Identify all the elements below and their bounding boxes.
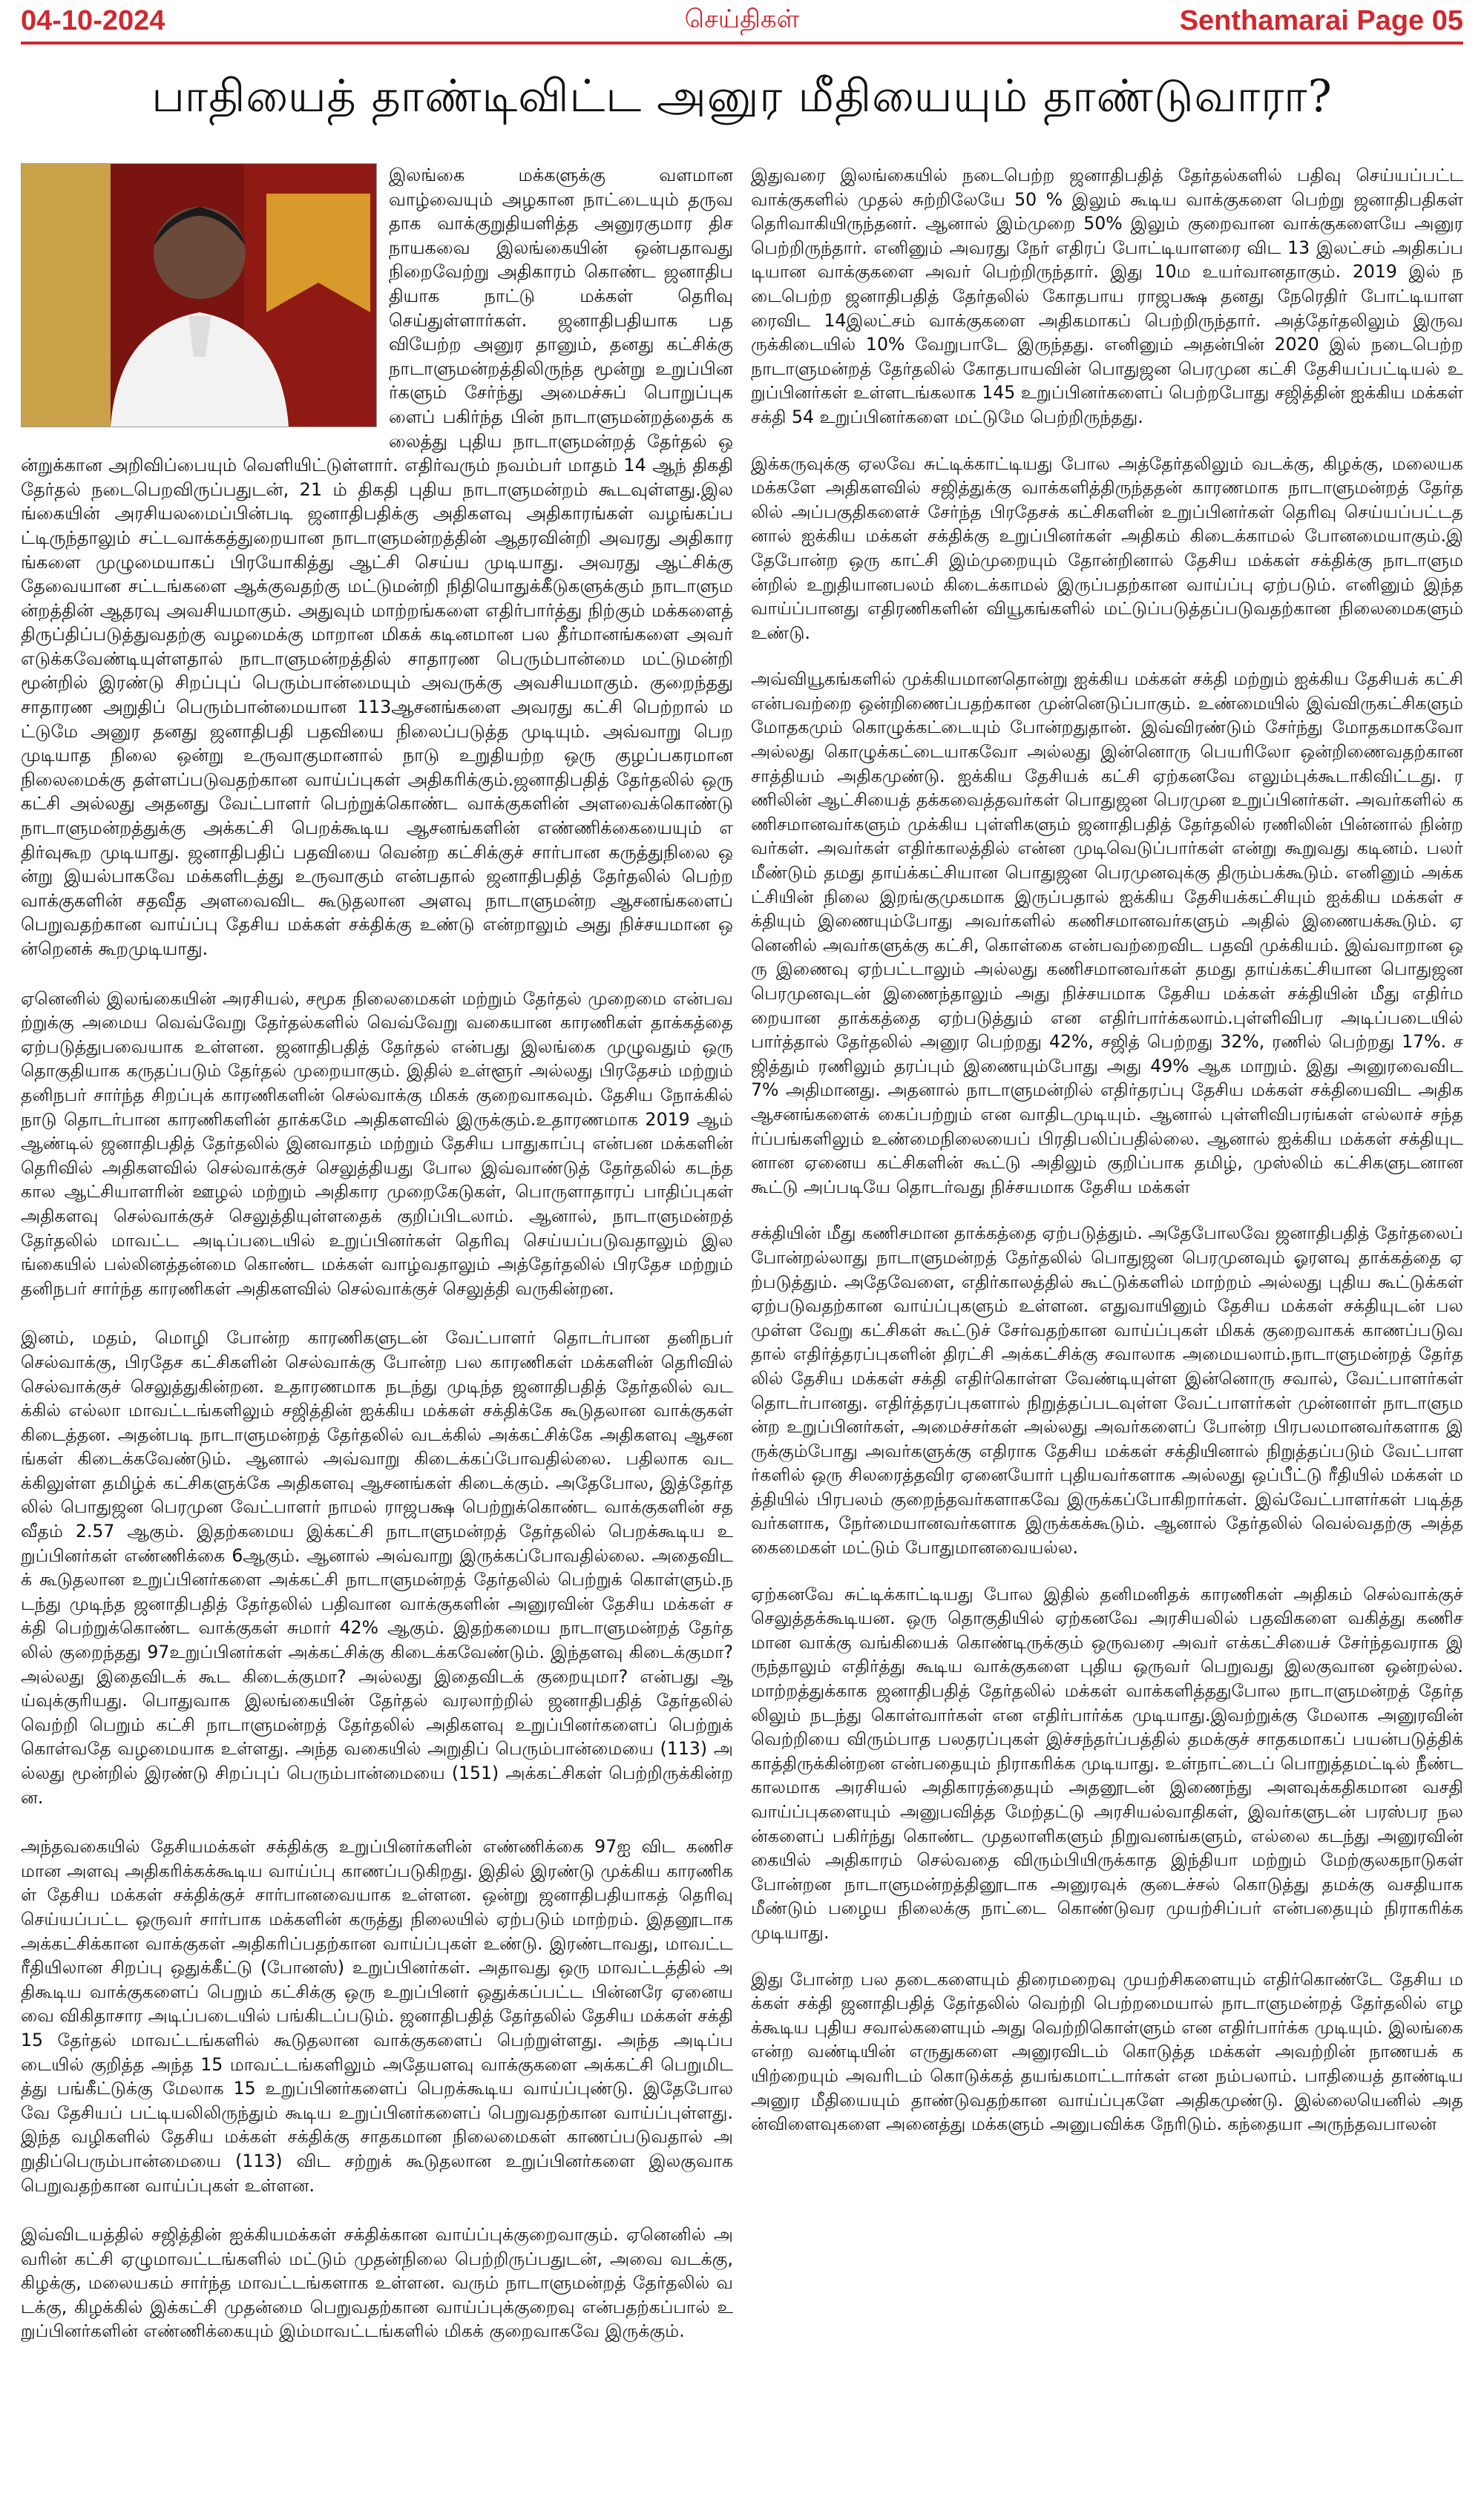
article-paragraph: சக்தியின் மீது கணிசமான தாக்கத்தை ஏற்படுத்தும். அதேபோலவே ஜனாதிபதித் தேர்தலைப் போன்றல்லாது நாடாளுமன்றத் தேர்தலில் பொதுஜன பெரமுனவும் ஓரளவு தாக்கத்தை ஏற்படுத்தும். அதேவேளை, எதிர்காலத்தில் கூட்டுக்களில் மாற்றம் அல்லது புதிய கூட்டுக்கள் ஏற்படுவதற்கான வாய்ப்புகளும் உள்ளன. எதுவாயினும் தேசிய மக்கள் சக்தியுடன் பலமுள்ள வேறு கட்சிகள் கூட்டுச் சேர்வதற்கான வாய்ப்புகள் மிகக் குறைவாகக் காணப்படுவதால் எதிர்த்தரப்புகளின் திரட்சி அக்கட்சிக்கு சவாலாக அமையலாம்.நாடாளுமன்றத் தேர்தலில் தேசிய மக்கள் சக்தி எதிர்கொள்ள வேண்டியுள்ள இன்னொரு சவால், வேட்பாளர்கள் தொடர்பானது. எதிர்த்தரப்புகளால் நிறுத்தப்படவுள்ள வேட்பாளர்கள் முன்னாள் நாடாளுமன்ற உறுப்பினர்கள், அமைச்சர்கள் அல்லது அவர்களைப் போன்ற பிரபலமானவர்களாக இருக்கும்போது அவர்களுக்கு எதிராக தேசிய மக்கள் சக்தியினால் நிறுத்தப்படும் வேட்பாளர்களில் ஒரு சிலரைத்தவிர ஏனையோர் புதியவர்களாக அல்லது ஒப்பீட்டு ரீதியில் மக்கள் மத்தியில் பிரபலம் குறைந்தவர்களாகவே இருக்கப்போகிறார்கள். இவ்வேட்பாளர்கள் படித்தவர்களாக, நேர்மையானவர்களாக இருக்கக்கூடும். ஆனால் தேர்தலில் வெல்வதற்கு அத்தகைமைகள் மட்டும் போதுமானவையல்ல. [751, 1223, 1463, 1559]
article-headline: பாதியைத் தாண்டிவிட்ட அனுர மீதியையும் தாண்டுவாரா? [151, 70, 1333, 122]
issue-date: 04-10-2024 [21, 4, 165, 36]
article-body [21, 163, 1463, 2493]
article-paragraph: ஏற்கனவே சுட்டிக்காட்டியது போல இதில் தனிமனிதக் காரணிகள் அதிகம் செல்வாக்குச் செலுத்தக்கூடியன. ஒரு தொகுதியில் ஏற்கனவே அரசியலில் பதவிகளை வகித்து கணிசமான வாக்கு வங்கியைக் கொண்டிருக்கும் ஒருவரை அவர் எக்கட்சியைச் சேர்ந்தவராக இருந்தாலும் எதிர்த்து கூடிய வாக்குகளை புதிய ஒருவர் பெறுவது இலகுவான ஒன்றல்ல. மாற்றத்துக்காக ஜனாதிபதித் தேர்தலில் மக்கள் வாக்களித்ததுபோல நாடாளுமன்றத் தேர்தலிலும் நடந்து கொள்வார்கள் என எதிர்பார்க்க முடியாது.இவற்றுக்கு மேலாக அனுரவின் வெற்றியை விரும்பாத பலதரப்புகள் இச்சந்தர்ப்பத்தில் தமக்குச் சாதகமாகப் பயன்படுத்திக் காத்திருக்கின்றன என்பதையும் நிராகரிக்க முடியாது. உள்நாட்டைப் பொறுத்தமட்டில் நீண்டகாலமாக அரசியல் அதிகாரத்தையும் அதனூடன் இணைந்து அளவுக்கதிகமான வசதி வாய்ப்புகளையும் அனுபவித்த மேற்தட்டு அரசியல்வாதிகள், இவர்களுடன் பரஸ்பர நலன்களைப் பகிர்ந்து கொண்ட முதலாளிகளும் நிறுவனங்களும், எல்லை கடந்து அனுரவின் கையில் அதிகாரம் செல்வதை விரும்பியிருக்காத இந்தியா மற்றும் மேற்குலகநாடுகள் போன்றன நாடாளுமன்றத்தினூடாக அனுரவுக் குடைச்சல் கொடுத்து தமக்கு வசதியாக மீண்டும் பழைய நிலைக்கு நாட்டை கொண்டுவர முயற்சிப்பர் என்பதையும் நிராகரிக்க முடியாது. [751, 1583, 1463, 1943]
section-title: செய்திகள் [684, 4, 800, 34]
page-header [21, 0, 1463, 45]
paper-name-page: Senthamarai Page 05 [1179, 4, 1463, 36]
article-paragraph: இவ்விடயத்தில் சஜித்தின் ஐக்கியமக்கள் சக்திக்கான வாய்ப்புக்குறைவாகும். ஏனெனில் அவரின் கட்சி ஏழுமாவட்டங்களில் மட்டும் முதன்நிலை பெற்றிருப்பதுடன், அவை வடக்கு, கிழக்கு, மலையகம் சார்ந்த மாவட்டங்களாக உள்ளன. வரும் நாடாளுமன்றத் தேர்தலில் வடக்கு, கிழக்கில் இக்கட்சி முதன்மை பெறுவதற்கான வாய்ப்புக்குறைவு என்பதற்கப்பால் உறுப்பினர்களின் எண்ணிக்கையும் இம்மாவட்டங்களில் மிகக் குறைவாகவே இருக்கும். [21, 2224, 733, 2342]
article-paragraph: இலங்கை மக்களுக்கு வளமான வாழ்வையும் அழகான நாட்டையும் தருவதாக வாக்குறுதியளித்த அனுரகுமார திசநாயகவை இலங்கையின் ஒன்பதாவது நிறைவேற்று அதிகாரம் கொண்ட ஜனாதிபதியாக நாட்டு மக்கள் தெரிவு செய்துள்ளார்கள். ஜனாதிபதியாக பதவியேற்ற அனுர தானும், தனது கட்சிக்கு நாடாளுமன்றத்திலிருந்த மூன்று உறுப்பினர்களும் சேர்ந்து அமைச்சுப் பொறுப்புகளைப் பகிர்ந்த பின் நாடாளுமன்றத்தைக் கலைத்து புதிய நாடாளுமன்றத் தேர்தல் ஒன்றுக்கான அறிவிப்பையும் வெளியிட்டுள்ளார். எதிர்வரும் நவம்பர் மாதம் 14 ஆந் திகதி தேர்தல் நடைபெறவிருப்பதுடன், 21 ம் திகதி புதிய நாடாளுமன்றம் கூடவுள்ளது.இலங்கையின் அரசியலமைப்பின்படி ஜனாதிபதிக்கு அதிகளவு அதிகாரங்கள் வழங்கப்பட்டிருந்தாலும் சட்டவாக்கத்துறையான நாடாளுமன்றத்தின் ஆதரவின்றி அவரது அதிகாரங்களை முழுமையாகப் பிரயோகித்து ஆட்சி செய்ய முடியாது. அவரது ஆட்சிக்கு தேவையான சட்டங்களை ஆக்குவதற்கு மட்டுமன்றி நிதியொதுக்கீடுகளுக்கும் நாடாளுமன்றத்தின் ஆதரவு அவசியமாகும். அதுவும் மாற்றங்களை எதிர்பார்த்து நிற்கும் மக்களைத் திருப்திப்படுத்துவதற்கு வழமைக்கு மாறான மிகக் கடினமான பல தீர்மானங்களை அவர் எடுக்கவேண்டியுள்ளதால் நாடாளுமன்றத்தில் சாதாரண பெரும்பான்மை மட்டுமன்றி மூன்றில் இரண்டு சிறப்புப் பெரும்பான்மையும் அவருக்கு அவசியமாகும். குறைந்தது சாதாரண அறுதிப் பெரும்பான்மையான 113ஆசனங்களை அவரது கட்சி பெற்றால் மட்டுமே அனுர தனது ஜனாதிபதி பதவியை நிலைப்படுத்த முடியும். அவ்வாறு பெறமுடியாத நிலை ஒன்று உருவாகுமானால் நாடு உறுதியற்ற ஒரு குழப்பகரமான நிலைமைக்கு தள்ளப்படுவதற்கான வாய்ப்புகள் அதிகரிக்கும்.ஜனாதிபதித் தேர்தலில் ஒரு கட்சி அல்லது அதனது வேட்பாளர் பெற்றுக்கொண்ட வாக்குகளின் அளவைக்கொண்டு நாடாளுமன்றத்துக்கு அக்கட்சி பெறக்கூடிய ஆசனங்களின் எண்ணிக்கையையும் எதிர்வுகூற முடியாது. ஜனாதிபதிப் பதவியை வென்ற கட்சிக்குச் சார்பான கருத்துநிலை ஒன்று இயல்பாகவே மக்களிடத்து உருவாகும் என்பதால் ஜனாதிபதித் தேர்தலில் பெற்ற வாக்குகளின் சதவீத அளவைவிட கூடுதலான அளவு நாடாளுமன்ற ஆசனங்களைப் பெறுவதற்கான வாய்ப்பு தேசிய மக்கள் சக்திக்கு உண்டு என்றாலும் அது நிச்சயமான ஒன்றெனக் கூறமுடியாது. [21, 165, 733, 959]
article-paragraph: அந்தவகையில் தேசியமக்கள் சக்திக்கு உறுப்பினர்களின் எண்ணிக்கை 97ஐ விட கணிசமான அளவு அதிகரிக்கக்கூடிய வாய்ப்பு காணப்படுகிறது. இதில் இரண்டு முக்கிய காரணிகள் தேசிய மக்கள் சக்திக்குச் சார்பானவையாக உள்ளன. ஒன்று ஜனாதிபதியாகத் தெரிவு செய்யப்பட்ட ஒருவர் சார்பாக மக்களின் கருத்து நிலையில் ஏற்படும் மாற்றம். இதனூடாக அக்கட்சிக்கான வாக்குகள் அதிகரிப்பதற்கான வாய்ப்புகள் உண்டு. இரண்டாவது, மாவட்ட ரீதியிலான சிறப்பு ஒதுக்கீட்டு (போனஸ்) உறுப்பினர்கள். அதாவது ஒரு மாவட்டத்தில் அதிகூடிய வாக்குகளைப் பெறும் கட்சிக்கு ஒரு உறுப்பினர் ஒதுக்கப்பட்ட பின்னரே ஏனையவை விகிதாசார அடிப்படையில் பங்கிடப்படும். ஜனாதிபதித் தேர்தலில் தேசிய மக்கள் சக்தி 15 தேர்தல் மாவட்டங்களில் கூடுதலான வாக்குகளைப் பெற்றுள்ளது. அந்த அடிப்படையில் குறித்த அந்த 15 மாவட்டங்களிலும் அதேயளவு வாக்குகளை அக்கட்சி பெறுமிடத்து பங்கீட்டுக்கு மேலாக 15 உறுப்பினர்களைப் பெறக்கூடிய வாய்ப்புண்டு. இதேபோலவே தேசியப் பட்டியலிலிருந்தும் கூடிய உறுப்பினர்களைப் பெறுவதற்கான வாய்ப்புள்ளது. இந்த வழிகளில் தேசிய மக்கள் சக்திக்கு சாதகமான நிலைமைகள் காணப்படுவதால் அறுதிப்பெரும்பான்மையை (113) விட சற்றுக் கூடுதலான உறுப்பினர்களை இலகுவாக பெறுவதற்கான வாய்ப்புகள் உள்ளன. [21, 1836, 733, 2196]
article-paragraph: ஏனெனில் இலங்கையின் அரசியல், சமூக நிலைமைகள் மற்றும் தேர்தல் முறைமை என்பவற்றுக்கு அமைய வெவ்வேறு தேர்தல்களில் வெவ்வேறு வகையான காரணிகள் தாக்கத்தை ஏற்படுத்துபவையாக உள்ளன. ஜனாதிபதித் தேர்தல் என்பது இலங்கை முழுவதும் ஒரு தொகுதியாக கருதப்படும் தேர்தல் முறையாகும். இதில் உள்ளூர் அல்லது பிரதேசம் மற்றும் தனிநபர் சார்ந்த சிறப்புக் காரணிகளின் செல்வாக்கு மிகக் குறைவாகவும். தேசிய நோக்கில் நாடு தொடர்பான காரணிகளின் தாக்கமே அதிகளவில் இருக்கும்.உதாரணமாக 2019 ஆம் ஆண்டில் ஜனாதிபதித் தேர்தலில் இனவாதம் மற்றும் தேசிய பாதுகாப்பு என்பன மக்களின் தெரிவில் அதிகளவில் செல்வாக்குச் செலுத்தியது போல இவ்வாண்டுத் தேர்தலில் கடந்த கால ஆட்சியாளரின் ஊழல் மற்றும் அதிகார முறைகேடுகள், பொருளாதாரப் பாதிப்புகள் அதிகளவு செல்வாக்குச் செலுத்தியுள்ளதைக் குறிப்பிடலாம். ஆனால், நாடாளுமன்றத் தேர்தலில் மாவட்ட அடிப்படையில் உறுப்பினர்கள் தெரிவு செய்யப்படுவதாலும் இலங்கையில் பல்லினத்தன்மை கொண்ட மக்கள் வாழ்வதாலும் அத்தேர்தலில் பிரதேச மற்றும் தனிநபர் சார்ந்த காரணிகள் அதிகளவில் செல்வாக்குச் செலுத்தி வருகின்றன. [21, 987, 733, 1299]
article-paragraph: இக்கருவுக்கு ஏலவே சுட்டிக்காட்டியது போல அத்தேர்தலிலும் வடக்கு, கிழக்கு, மலையக மக்களே அதிகளவில் சஜித்துக்கு வாக்களித்திருந்ததன் காரணமாக நாடாளுமன்றத் தேர்தலில் அப்பகுதிகளைச் சேர்ந்த பிரதேசக் கட்சிகளின் உறுப்பினர்கள் தெரிவு செய்யப்பட்டதனால் ஐக்கிய மக்கள் சக்திக்கு உறுப்பினர்கள் அதிகம் கிடைக்காமல் போனமையாகும்.இதேபோன்ற ஒரு காட்சி இம்முறையும் தோன்றினால் தேசிய மக்கள் சக்திக்கு நாடாளுமன்றில் உறுதியானபலம் கிடைக்காமல் இருப்பதற்கான வாய்ப்பு ஏற்படும். எனினும் இந்த வாய்ப்பானது எதிரணிகளின் வியூகங்களில் மட்டுப்படுத்தப்படுவதற்கான நிலைமைகளும் உண்டு. [751, 453, 1463, 643]
article-paragraph: இதுவரை இலங்கையில் நடைபெற்ற ஜனாதிபதித் தேர்தல்களில் பதிவு செய்யப்பட்ட வாக்குகளில் முதல் சுற்றிலேயே 50 % இலும் கூடிய வாக்குகளை பெற்று ஜனாதிபதிகள் தெரிவாகியிருந்தனர். ஆனால் இம்முறை 50% இலும் குறைவான வாக்குகளையே அனுர பெற்றிருந்தார். எனினும் அவரது நேர் எதிரப் போட்டியாளரை விட 13 இலட்சம் அதிகப்படியான வாக்குகளை அவர் பெற்றிருந்தார். இது 10ம உயர்வானதாகும். 2019 இல் நடைபெற்ற ஜனாதிபதித் தேர்தலில் கோதபாய ராஜபக்ஷ தனது நேரெதிர் போட்டியாளரைவிட 14இலட்சம் வாக்குகளை அதிகமாகப் பெற்றிருந்தார். அத்தேர்தலிலும் இருவருக்கிடையில் 10% வேறுபாடே இருந்தது. எனினும் அதன்பின் 2020 இல் நடைபெற்ற நாடாளுமன்றத் தேர்தலில் கோதபாயவின் பொதுஜன பெரமுன கட்சி தேசியப்பட்டியல் உறுப்பினர்கள் உள்ளடங்கலாக 145 உறுப்பினர்களைப் பெற்றபோது சஜித்தின் ஐக்கிய மக்கள் சக்தி 54 உறுப்பினர்களை மட்டுமே பெற்றிருந்தது. [751, 165, 1463, 427]
article-paragraph-final: இது போன்ற பல தடைகளையும் திரைமறைவு முயற்சிகளையும் எதிர்கொண்டே தேசிய மக்கள் சக்தி ஜனாதிபதித் தேர்தலில் வெற்றி பெற்றமையால் நாடாளுமன்றத் தேர்தலில் எழக்கூடிய புதிய சவால்களையும் அது வெற்றிகொள்ளும் என எதிர்பார்க்க முடியும். இலங்கை என்ற வண்டியின் எருதுகளை அனுரவிடம் கொடுத்த மக்கள் அவற்றின் நாணயக் கயிற்றையும் அவரிடம் கொடுக்கத் தயங்கமாட்டார்கள் என நம்பலாம். பாதியைத் தாண்டிய அனுர மீதியையும் தாண்டுவதற்கான வாய்ப்புகளே அதிகமுண்டு. இல்லையெனில் அதன்விளைவுகளை அனைத்து மக்களும் அனுபவிக்க நேரிடும். கந்தையா அருந்தவபாலன் [751, 1968, 1463, 2135]
person-photo-icon [21, 163, 377, 427]
article-paragraph: இனம், மதம், மொழி போன்ற காரணிகளுடன் வேட்பாளர் தொடர்பான தனிநபர் செல்வாக்கு, பிரதேச கட்சிகளின் செல்வாக்கு போன்ற பல காரணிகள் மக்களின் தெரிவில் செல்வாக்குச் செலுத்துகின்றன. உதாரணமாக நடந்து முடிந்த ஜனாதிபதித் தேர்தலில் வடக்கில் எல்லா மாவட்டங்களிலும் சஜித்தின் ஐக்கிய மக்கள் சக்திக்கே கூடுதலான வாக்குகள் கிடைத்தன. அதன்படி நாடாளுமன்றத் தேர்தலில் வடக்கில் அக்கட்சிக்கே அதிகளவு ஆசனங்கள் கிடைக்கவேண்டும். ஆனால் அவ்வாறு கிடைக்கப்போவதில்லை. பதிலாக வடக்கிலுள்ள தமிழ்க் கட்சிகளுக்கே அதிகளவு ஆசனங்கள் கிடைக்கும். அதேபோல, இத்தேர்தலில் பொதுஜன பெரமுன வேட்பாளர் நாமல் ராஜபக்ஷ பெற்றுக்கொண்ட வாக்குகளின் சதவீதம் 2.57 ஆகும். இதற்கமைய இக்கட்சி நாடாளுமன்றத் தேர்தலில் பெறக்கூடிய உறுப்பினர்கள் எண்ணிக்கை 6ஆகும். ஆனால் அவ்வாறு இருக்கப்போவதில்லை. அதைவிடக் கூடுதலான உறுப்பினர்களை அக்கட்சி நாடாளுமன்றத் தேர்தலில் பெற்றுக் கொள்ளும்.நடந்து முடிந்த ஜனாதிபதித் தேர்தலில் பதிவான வாக்குகளின் அனுரவின் தேசிய மக்கள் சக்தி பெற்றுக்கொண்ட வாக்குகள் சுமார் 42% ஆகும். இதற்கமைய நாடாளுமன்றத் தேர்தலில் குறைந்தது 97உறுப்பினர்கள் அக்கட்சிக்கு கிடைக்கவேண்டும். இந்தளவு கிடைக்குமா? அல்லது இதைவிடக் கூட கிடைக்குமா? அல்லது இதைவிடக் குறையுமா? என்பது ஆய்வுக்குரியது. பொதுவாக இலங்கையின் தேர்தல் வரலாற்றில் ஜனாதிபதித் தேர்தலில் வெற்றி பெறும் கட்சி நாடாளுமன்றத் தேர்தலில் அதிகளவு உறுப்பினர்களைப் பெற்றுக் கொள்வதே வழமையாக உள்ளது. அந்த வகையில் அறுதிப் பெரும்பான்மையை (113) அல்லது மூன்றில் இரண்டு சிறப்புப் பெரும்பான்மையை (151) அக்கட்சிகள் பெற்றிருக்கின்றன. [21, 1327, 733, 1808]
article-paragraph: அவ்வியூகங்களில் முக்கியமானதொன்று ஐக்கிய மக்கள் சக்தி மற்றும் ஐக்கிய தேசியக் கட்சி என்பவற்றை ஒன்றிணைப்பதற்கான முன்னெடுப்பாகும். உண்மையில் இவ்விருகட்சிகளும் மோதகமும் கொழுக்கட்டையும் போன்றதுதான். இவ்விரண்டும் சேர்ந்து மோதகமாகவோ அல்லது கொழுக்கட்டையாகவோ அல்லது இன்னொரு பெயரிலோ ஒன்றிணைவதற்கான சாத்தியம் அதிகமுண்டு. ஐக்கிய தேசியக் கட்சி ஏற்கனவே எலும்புக்கூடாகிவிட்டது. ரணிலின் ஆட்சியைத் தக்கவைத்தவர்கள் பொதுஜன பெரமுன உறுப்பினர்கள். அவர்களில் கணிசமானவர்களும் முக்கிய புள்ளிகளும் ஜனாதிபதித் தேர்தலில் ரணிலின் பின்னால் நின்றவர்கள். அவர்கள் எதிர்காலத்தில் என்ன முடிவெடுப்பார்கள் என்று கூறுவது கடினம். பலர் மீண்டும் தமது தாய்க்கட்சியான பொதுஜன பெரமுனவுக்கு திரும்பக்கூடும். எனினும் அக்கட்சியின் நிலை இறங்குமுகமாக இருப்பதால் ஐக்கிய தேசியக்கட்சியும் ஐக்கிய மக்கள் சக்தியும் இணையும்போது அவர்களில் கணிசமானவர்களும் அதில் இணையக்கூடும். ஏனெனில் அவர்களுக்கு கட்சி, கொள்கை என்பவற்றைவிட பதவி முக்கியம். இவ்வாறான ஒரு இணைவு ஏற்பட்டாலும் அல்லது கணிசமானவர்கள் தமது தாய்க்கட்சியான பொதுஜன பெரமுனவுடன் இணைந்தாலும் அது நிச்சயமாக தேசிய மக்கள் சக்தியின் மீது எதிர்மறையான தாக்கத்தை ஏற்படுத்தும் என எதிர்பார்க்கலாம்.புள்ளிவிபர அடிப்படையில் பார்த்தால் தேர்தலில் அனுர பெற்றது 42%, சஜித் பெற்றது 32%, ரணில் பெற்றது 17%. சஜித்தும் ரணிலும் தரப்பும் இணையும்போது அது 49% ஆக மாறும். இது அனுரவைவிட 7% அதிமானது. அதனால் நாடாளுமன்றில் எதிர்தரப்பு தேசிய மக்கள் சக்தியைவிட அதிகஆசனங்களைக் கைப்பற்றும் என வாதிடமுடியும். ஆனால் புள்ளிவிபரங்கள் எல்லாச் சந்தர்ப்பங்களிலும் உண்மைநிலையைப் பிரதிபலிப்பதில்லை. ஆனால் ஐக்கிய மக்கள் சக்தியுடனான ஏனைய கட்சிகளின் கூட்டு அதிலும் குறிப்பாக தமிழ், முஸ்லிம் கட்சிகளுடனான கூட்டு அப்படியே தொடர்வது நிச்சயமாக தேசிய மக்கள் [751, 668, 1463, 1197]
left-column [21, 163, 733, 2493]
right-column [751, 163, 1463, 2493]
